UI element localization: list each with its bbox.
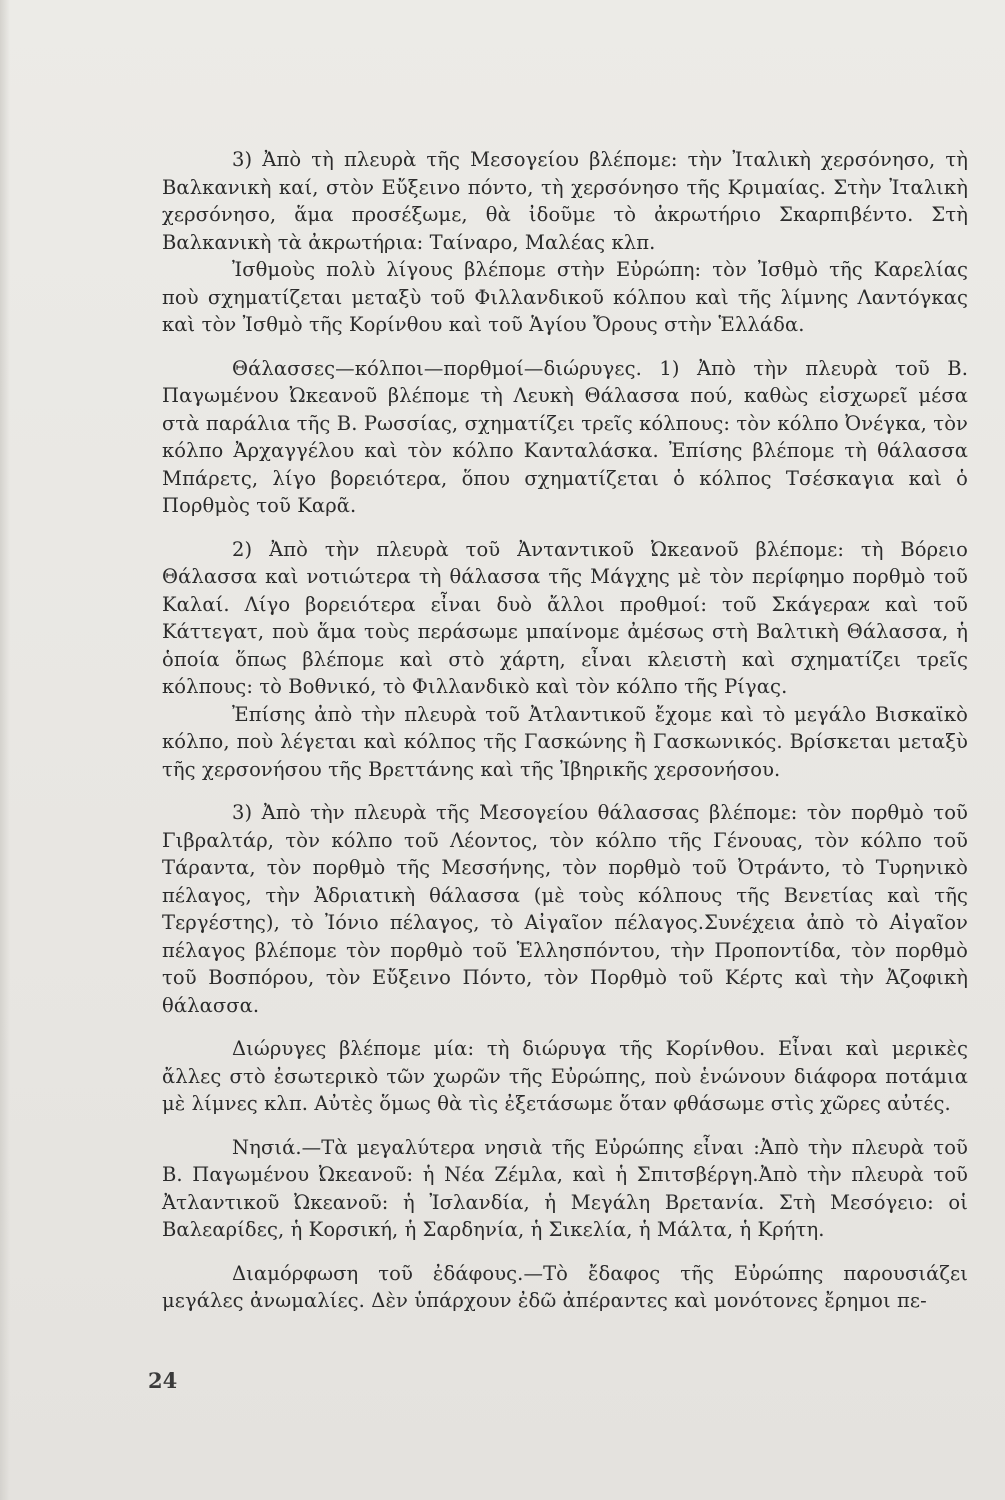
body-text xyxy=(162,146,968,1315)
paragraph-seas-mediterranean: 3) Ἀπὸ τὴν πλευρὰ τῆς Μεσογείου θάλασσας βλέπομε: τὸν πορθμὸ τοῦ Γιβραλτάρ, τὸν κόλπο τοῦ Λέοντος, τὸν κόλπο τῆς Γένουας, τὸν κόλπο τοῦ Τάραντα, τὸν πορθμὸ τῆς Μεσσήνης, τὸν πορθμὸ τοῦ Ὀτράντο, τὸ Τυρηνικὸ πέλαγος, τὴν Ἀδριατικὴ θάλασσα (μὲ τοὺς κόλπους τῆς Βενετίας καὶ τῆς Τεργέστης), τὸ Ἰόνιο πέλαγος, τὸ Αἰγαῖον πέλαγος.Συνέχεια ἀπὸ τὸ Αἰγαῖον πέλαγος βλέπομε τὸν πορθμὸ τοῦ Ἑλλησπόντου, τὴν Προποντίδα, τὸν πορθμὸ τοῦ Βοσπόρου, τὸν Εὔξεινο Πόντο, τὸν Πορθμὸ τοῦ Κέρτς καὶ τὴν Ἀζοφικὴ θάλασσα. xyxy=(162,801,968,1017)
paragraph-seas-atlantic: 2) Ἀπὸ τὴν πλευρὰ τοῦ Ἀνταντικοῦ Ὠκεανοῦ βλέπομε: τὴ Βόρειο Θάλασσα καὶ νοτιώτερα τὴ θάλασσα τῆς Μάγχης μὲ τὸν περίφημο πορθμὸ τοῦ Καλαί. Λίγο βορειότερα εἶναι δυὸ ἄλλοι προθμοί: τοῦ Σκάγεραϰ καὶ τοῦ Κάττεγατ, ποὺ ἅμα τοὺς περάσωμε μπαίνομε ἀμέσως στὴ Βαλτικὴ Θάλασσα, ἡ ὁποία ὅπως βλέπομε καὶ στὸ χάρτη, εἶναι κλειστὴ καὶ σχηματίζει τρεῖς κόλπους: τὸ Βοθνικό, τὸ Φιλλανδικὸ καὶ τὸν κόλπο τῆς Ρίγας. xyxy=(162,537,968,698)
paragraph-isthmuses: Ἰσθμοὺς πολὺ λίγους βλέπομε στὴν Εὐρώπη: τὸν Ἰσθμὸ τῆς Καρελίας ποὺ σχηματίζεται μεταξὺ τοῦ Φιλλανδικοῦ κόλπου καὶ τῆς λίμνης Λαντόγκας καὶ τὸν Ἰσθμὸ τῆς Κορίνθου καὶ τοῦ Ἁγίου Ὄρους στὴν Ἑλλάδα. xyxy=(162,258,968,336)
scan-edge-shadow xyxy=(0,0,10,1500)
paragraph-terrain: Διαμόρφωση τοῦ ἐδάφους.—Τὸ ἔδαφος τῆς Εὐρώπης παρουσιάζει μεγάλες ἀνωμαλίες. Δὲν ὑπάρχουν ἐδῶ ἀπέραντες καὶ μονότονες ἔρημοι πε- xyxy=(162,1261,968,1312)
paragraph-canals: Διώρυγες βλέπομε μία: τὴ διώρυγα τῆς Κορίνθου. Εἶναι καὶ μερικὲς ἄλλες στὸ ἐσωτερικὸ τῶν χωρῶν τῆς Εὐρώπης, ποὺ ἑνώνουν διάφορα ποτάμια μὲ λίμνες κλπ. Αὐτὲς ὅμως θὰ τὶς ἐξετάσωμε ὅταν φθάσωμε στὶς χῶρες αὐτές. xyxy=(162,1037,968,1115)
paragraph-seas-arctic: Θάλασσες—κόλποι—πορθμοί—διώρυγες. 1) Ἀπὸ τὴν πλευρὰ τοῦ Β. Παγωμένου Ὠκεανοῦ βλέπομε τὴ Λευκὴ Θάλασσα πού, καθὼς εἰσχωρεῖ μέσα στὰ παράλια τῆς Β. Ρωσσίας, σχηματίζει τρεῖς κόλπους: τὸν κόλπο Ὀνέγκα, τὸν κόλπο Ἀρχαγγέλου καὶ τὸν κόλπο Κανταλάσκα. Ἐπίσης βλέπομε τὴ θάλασσα Μπάρετς, λίγο βορειότερα, ὅπου σχηματίζεται ὁ κόλπος Τσέσκαγια καὶ ὁ Πορθμὸς τοῦ Καρᾶ. xyxy=(162,356,968,517)
paragraph-peninsulas: 3) Ἀπὸ τὴ πλευρὰ τῆς Μεσογείου βλέπομε: τὴν Ἰταλικὴ χερσόνησο, τὴ Βαλκανικὴ καί, στὸν Εὔξεινο πόντο, τὴ χερσόνησο τῆς Κριμαίας. Στὴν Ἰταλικὴ χερσόνησο, ἅμα προσέξωμε, θὰ ἰδοῦμε τὸ ἀκρωτήριο Σκαρπιβέντο. Στὴ Βαλκανικὴ τὰ ἀκρωτήρια: Ταίναρο, Μαλέας κλπ. xyxy=(162,148,968,254)
paragraph-islands: Νησιά.—Τὰ μεγαλύτερα νησιὰ τῆς Εὐρώπης εἶναι :Ἀπὸ τὴν πλευρὰ τοῦ Β. Παγωμένου Ὠκεανοῦ: ἡ Νέα Ζέμλα, καὶ ἡ Σπιτσβέργη.Ἀπὸ τὴν πλευρὰ τοῦ Ἀτλαντικοῦ Ὠκεανοῦ: ἡ Ἰσλανδία, ἡ Μεγάλη Βρετανία. Στὴ Μεσόγειο: οἱ Βαλεαρίδες, ἡ Κορσική, ἡ Σαρδηνία, ἡ Σικελία, ἡ Μάλτα, ἡ Κρήτη. xyxy=(162,1135,968,1241)
page-number: 24 xyxy=(148,1368,178,1393)
paragraph-biscay: Ἐπίσης ἀπὸ τὴν πλευρὰ τοῦ Ἀτλαντικοῦ ἔχομε καὶ τὸ μεγάλο Βισκαϊκὸ κόλπο, ποὺ λέγεται καὶ κόλπος τῆς Γασκώνης ἢ Γασκωνικός. Βρίσκεται μεταξὺ τῆς χερσονήσου τῆς Βρεττάνης καὶ τῆς Ἰβηρικῆς χερσονήσου. xyxy=(162,702,968,781)
